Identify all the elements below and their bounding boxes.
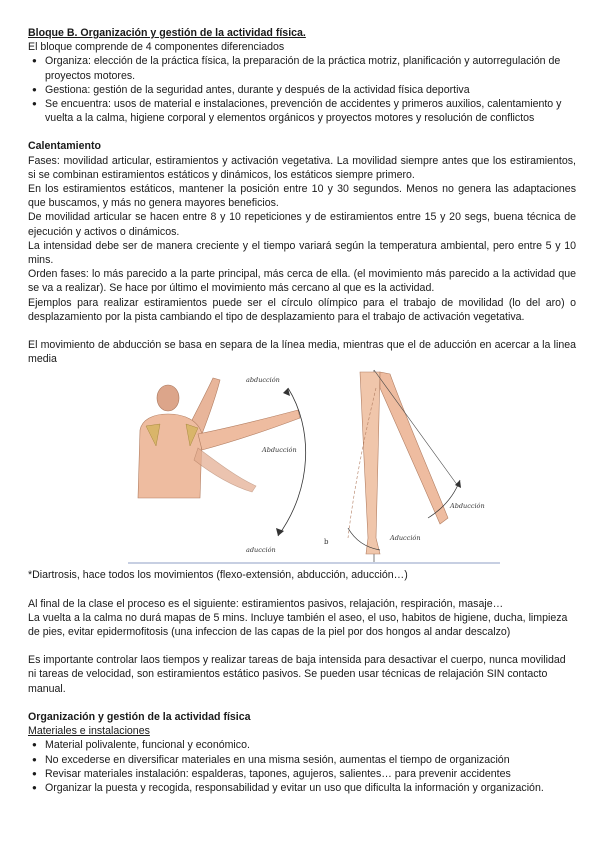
section-b-intro: El bloque comprende de 4 componentes diferenciados [28,41,285,54]
label-figure-letter: b [324,538,329,547]
organization-heading: Organización y gestión de la actividad física [28,710,251,723]
figure-footnote: *Diartrosis, hace todos los movimientos (flexo-extensión, abducción, aducción…) [28,569,408,582]
warmup-paragraph: La intensidad debe ser de manera creciente y el tiempo variará según la temperatura ambiental, pero entre 5 y 10 mins. [28,239,576,267]
label-adduction-bottom: aducción [246,546,276,555]
abduction-text: El movimiento de abducción se basa en separa de la línea media, mientras que el de aducción en acercar a la linea media [28,339,576,366]
anatomy-figure [28,368,576,564]
cooldown-paragraph: La vuelta a la calma no durá mapas de 5 mins. Incluye también el aseo, el uso, habitos de higiene, ducha, limpieza de pies, evitar epidermofitosis (una infeccion de las capas de la piel por dos hongos al andar descalzo) [28,611,568,639]
list-item: ● Organiza: elección de la práctica física, la preparación de la práctica motriz, planificación y autorregulación de proyectos motores. [28,54,576,82]
label-abduction-top: abducción [246,376,280,385]
warmup-paragraph: Ejemplos para realizar estiramientos puede ser el círculo olímpico para el trabajo de movilidad (lo del aro) o desplazamiento por la pista cambiando el tipo de desplazamiento para el trabajo de activación vegetativa. [28,296,576,323]
anatomy-illustration [128,368,500,564]
back-figure [138,376,329,554]
label-abduction-mid: Abducción [262,446,297,455]
legs-figure [348,370,485,562]
section-b-title: Bloque B. Organización y gestión de la actividad física. [28,27,306,39]
label-leg-adduction: Aducción [390,534,421,543]
cooldown-note: Es importante controlar laos tiempos y realizar tareas de baja intensida para desactivar el cuerpo, nunca movilidad ni tareas de velocidad, son estiramientos estático pasivos. Se pueden usar técnicas de relajación SIN contacto manual. [28,654,566,695]
list-item: ● Revisar materiales instalación: espalderas, tapones, agujeros, salientes… para prevenir accidentes [28,767,576,781]
section-b-list [28,54,576,125]
warmup-paragraph: Orden fases: lo más parecido a la parte principal, más cerca de ella. (el movimiento más parecido a la actividad que se va a realizar). Se hace por último el movimiento más cercano al que es la actividad. [28,268,576,295]
warmup-paragraph: Fases: movilidad articular, estiramientos y activación vegetativa. La movilidad siempre antes que los estiramientos, si se combinan estiramientos estáticos y dinámicos, los estáticos siempre primero. [28,154,576,181]
organization-list [28,738,576,795]
label-leg-abduction: Abducción [450,502,485,511]
list-item: ● Organizar la puesta y recogida, responsabilidad y evitar un uso que dificulta la información y organización. [28,781,576,795]
warmup-paragraph: De movilidad articular se hacen entre 8 y 10 repeticiones y de estiramientos entre 15 y 20 segs, buena técnica de ejecución y activos o dinámicos. [28,211,576,238]
list-item: ● No excederse en diversificar materiales en una misma sesión, aumentas el tiempo de organización [28,753,576,767]
cooldown-paragraph: Al final de la clase el proceso es el siguiente: estiramientos pasivos, relajación, respiración, masaje… [28,597,504,610]
list-item: ● Material polivalente, funcional y económico. [28,738,576,752]
organization-subheading: Materiales e instalaciones [28,725,150,738]
warmup-heading: Calentamiento [28,140,101,153]
list-item: ● Gestiona: gestión de la seguridad antes, durante y después de la actividad física deportiva [28,83,576,97]
list-item: ● Se encuentra: usos de material e instalaciones, prevención de accidentes y primeros auxilios, calentamiento y vuelta a la calma, higiene corporal y elementos orgánicos y proyectos motores y resolución de conflictos [28,97,576,125]
document-page [28,26,576,795]
warmup-paragraph: En los estiramientos estáticos, mantener la posición entre 10 y 30 segundos. Menos no genera las adaptaciones que buscamos, y más no genera mayores beneficios. [28,183,576,210]
